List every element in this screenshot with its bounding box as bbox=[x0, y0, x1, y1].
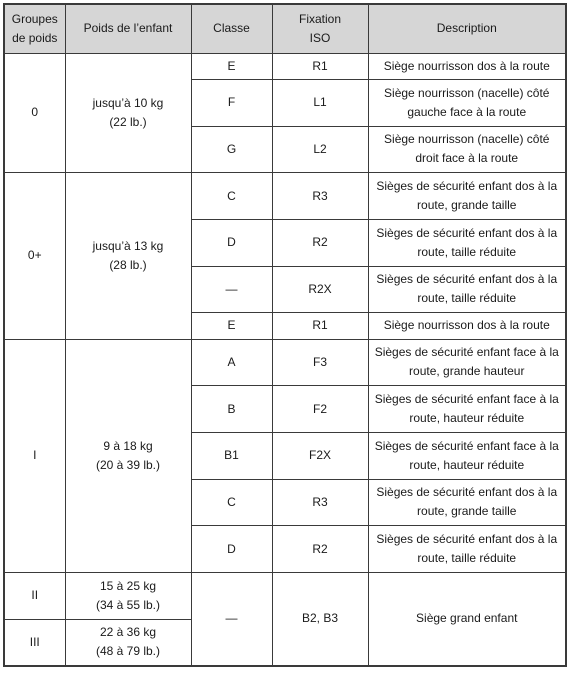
class-cell: E bbox=[191, 313, 272, 339]
iso-cell: R2 bbox=[272, 526, 368, 573]
class-cell: G bbox=[191, 126, 272, 173]
iso-cell: F2 bbox=[272, 386, 368, 433]
class-cell: C bbox=[191, 479, 272, 526]
class-cell: B1 bbox=[191, 432, 272, 479]
group-name: 0+ bbox=[4, 173, 65, 339]
header-weight-groups: Groupes de poids bbox=[4, 4, 65, 53]
class-cell: D bbox=[191, 219, 272, 266]
class-cell: E bbox=[191, 53, 272, 79]
description-cell: Sièges de sécurité enfant dos à la route, grande taille bbox=[368, 173, 566, 220]
description-cell: Sièges de sécurité enfant face à la route, hauteur réduite bbox=[368, 386, 566, 433]
class-cell: C bbox=[191, 173, 272, 220]
table-row bbox=[4, 173, 566, 220]
class-cell: A bbox=[191, 339, 272, 386]
iso-cell: F2X bbox=[272, 432, 368, 479]
header-description: Description bbox=[368, 4, 566, 53]
group-weight: jusqu’à 10 kg (22 lb.) bbox=[65, 53, 191, 173]
table-row bbox=[4, 572, 566, 619]
group-name: 0 bbox=[4, 53, 65, 173]
description-cell: Siège nourrisson (nacelle) côté gauche face à la route bbox=[368, 79, 566, 126]
group-weight: 15 à 25 kg (34 à 55 lb.) bbox=[65, 572, 191, 619]
description-cell: Sièges de sécurité enfant dos à la route, grande taille bbox=[368, 479, 566, 526]
class-cell: — bbox=[191, 572, 272, 666]
table-row bbox=[4, 339, 566, 386]
group-weight: jusqu’à 13 kg (28 lb.) bbox=[65, 173, 191, 339]
group-name: I bbox=[4, 339, 65, 572]
iso-cell: R1 bbox=[272, 313, 368, 339]
child-seat-table bbox=[3, 3, 567, 667]
description-cell: Sièges de sécurité enfant dos à la route, taille réduite bbox=[368, 266, 566, 313]
header-child-weight: Poids de l’enfant bbox=[65, 4, 191, 53]
iso-cell: B2, B3 bbox=[272, 572, 368, 666]
description-cell: Siège nourrisson (nacelle) côté droit face à la route bbox=[368, 126, 566, 173]
iso-cell: L2 bbox=[272, 126, 368, 173]
description-cell: Sièges de sécurité enfant face à la route, hauteur réduite bbox=[368, 432, 566, 479]
iso-cell: F3 bbox=[272, 339, 368, 386]
class-cell: D bbox=[191, 526, 272, 573]
class-cell: — bbox=[191, 266, 272, 313]
iso-cell: R3 bbox=[272, 173, 368, 220]
description-cell: Sièges de sécurité enfant face à la route, grande hauteur bbox=[368, 339, 566, 386]
group-weight: 9 à 18 kg (20 à 39 lb.) bbox=[65, 339, 191, 572]
group-weight: 22 à 36 kg (48 à 79 lb.) bbox=[65, 619, 191, 666]
iso-cell: R2X bbox=[272, 266, 368, 313]
description-cell: Sièges de sécurité enfant dos à la route, taille réduite bbox=[368, 526, 566, 573]
table-row bbox=[4, 53, 566, 79]
description-cell: Siège nourrisson dos à la route bbox=[368, 53, 566, 79]
class-cell: B bbox=[191, 386, 272, 433]
iso-cell: R2 bbox=[272, 219, 368, 266]
iso-cell: R1 bbox=[272, 53, 368, 79]
description-cell: Siège nourrisson dos à la route bbox=[368, 313, 566, 339]
header-iso-fixation: Fixation ISO bbox=[272, 4, 368, 53]
iso-cell: L1 bbox=[272, 79, 368, 126]
header-class: Classe bbox=[191, 4, 272, 53]
group-name: III bbox=[4, 619, 65, 666]
iso-cell: R3 bbox=[272, 479, 368, 526]
class-cell: F bbox=[191, 79, 272, 126]
description-cell: Sièges de sécurité enfant dos à la route, taille réduite bbox=[368, 219, 566, 266]
group-name: II bbox=[4, 572, 65, 619]
header-row bbox=[4, 4, 566, 53]
description-cell: Siège grand enfant bbox=[368, 572, 566, 666]
